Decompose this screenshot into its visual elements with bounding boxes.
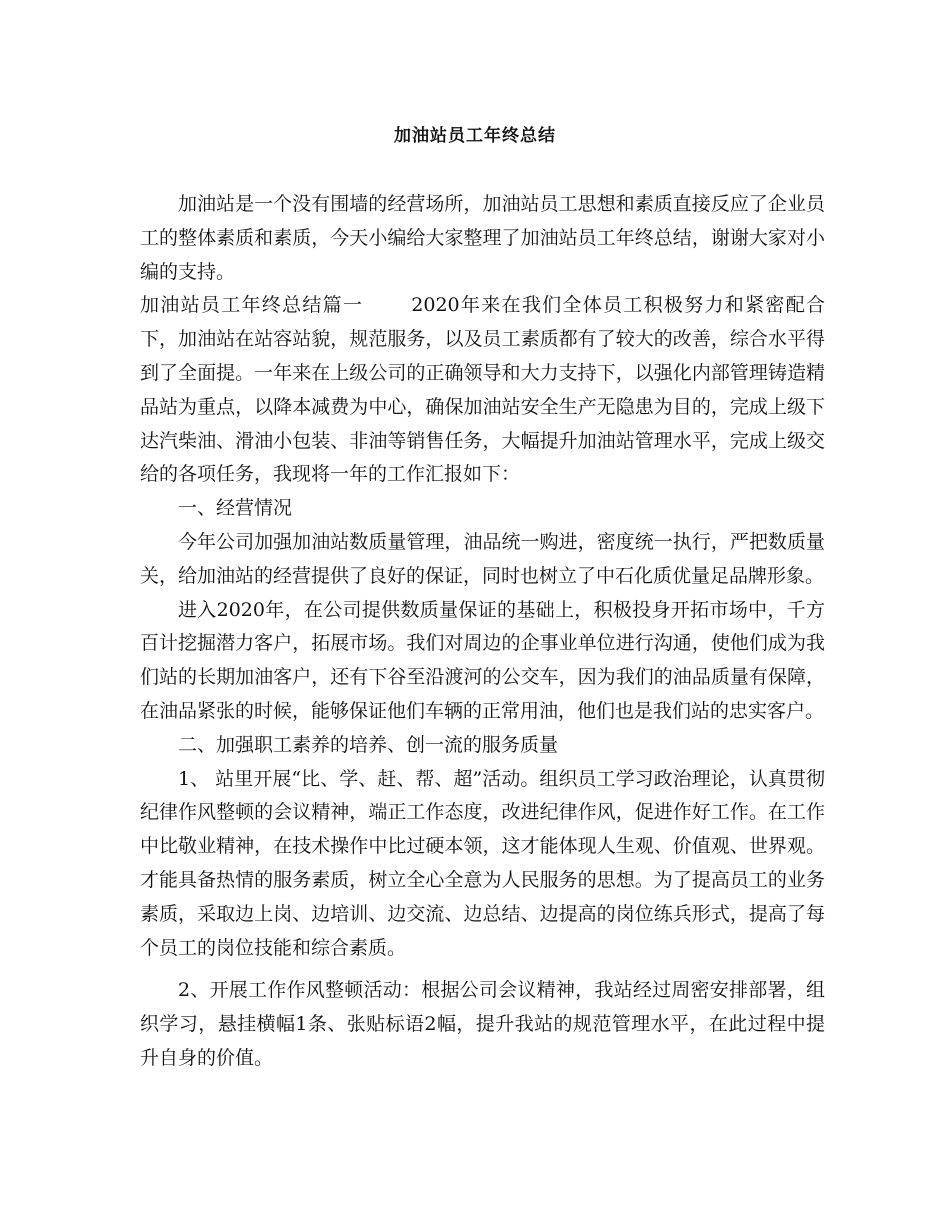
section-1-paragraph-2: 进入2020年，在公司提供数质量保证的基础上，积极投身开拓市场中，千方百计挖掘潜力客户，拓展市场。我们对周边的企事业单位进行沟通，使他们成为我们站的长期加油客户，还有下谷至沿渡河的公交车，因为我们的油品质量有保障，在油品紧张的时候，能够保证他们车辆的正常用油，他们也是我们站的忠实客户。 — [140, 598, 825, 722]
section-1-paragraph-1: 今年公司加强加油站数质量管理，油品统一购进，密度统一执行，严把数质量关，给加油站的经营提供了良好的保证，同时也树立了中石化质优量足品牌形象。 — [140, 530, 825, 587]
intro-paragraph: 加油站是一个没有围墙的经营场所，加油站员工思想和素质直接反应了企业员工的整体素质和素质，今天小编给大家整理了加油站员工年终总结，谢谢大家对小编的支持。 — [140, 193, 825, 283]
document-body — [140, 188, 825, 1076]
section-2-heading: 二、加强职工素养的培养、创一流的服务质量 — [178, 733, 559, 756]
section-1-heading: 一、经营情况 — [178, 497, 293, 520]
section-2-paragraph-2: 2、开展工作作风整顿活动：根据公司会议精神，我站经过周密安排部署，组织学习，悬挂横幅1条、张贴标语2幅，提升我站的规范管理水平，在此过程中提升自身的价值。 — [140, 979, 825, 1069]
part-one-paragraph — [140, 289, 825, 492]
part-heading: 加油站员工年终总结篇一 — [140, 294, 364, 317]
part-lead-text: 2020年来在我们全体员工积极努力和紧密配合下，加油站在站容站貌，规范服务，以及员工素质都有了较大的改善，综合水平得到了全面提。一年来在上级公司的正确领导和大力支持下，以强化内部管理铸造精品站为重点，以降本减费为中心，确保加油站安全生产无隐患为目的，完成上级下达汽柴油、滑油小包装、非油等销售任务，大幅提升加油站管理水平，完成上级交给的各项任务，我现将一年的工作汇报如下： — [140, 294, 825, 486]
document-title: 加油站员工年终总结 — [394, 126, 556, 146]
section-2-paragraph-1: 1、 站里开展“比、学、赶、帮、超”活动。组织员工学习政治理论，认真贯彻纪律作风整顿的会议精神，端正工作态度，改进纪律作风，促进作好工作。在工作中比敬业精神，在技术操作中比过硬本领，这才能体现人生观、价值观、世界观。才能具备热情的服务素质，树立全心全意为人民服务的思想。为了提高员工的业务素质，采取边上岗、边培训、边交流、边总结、边提高的岗位练兵形式，提高了每个员工的岗位技能和综合素质。 — [140, 767, 825, 959]
